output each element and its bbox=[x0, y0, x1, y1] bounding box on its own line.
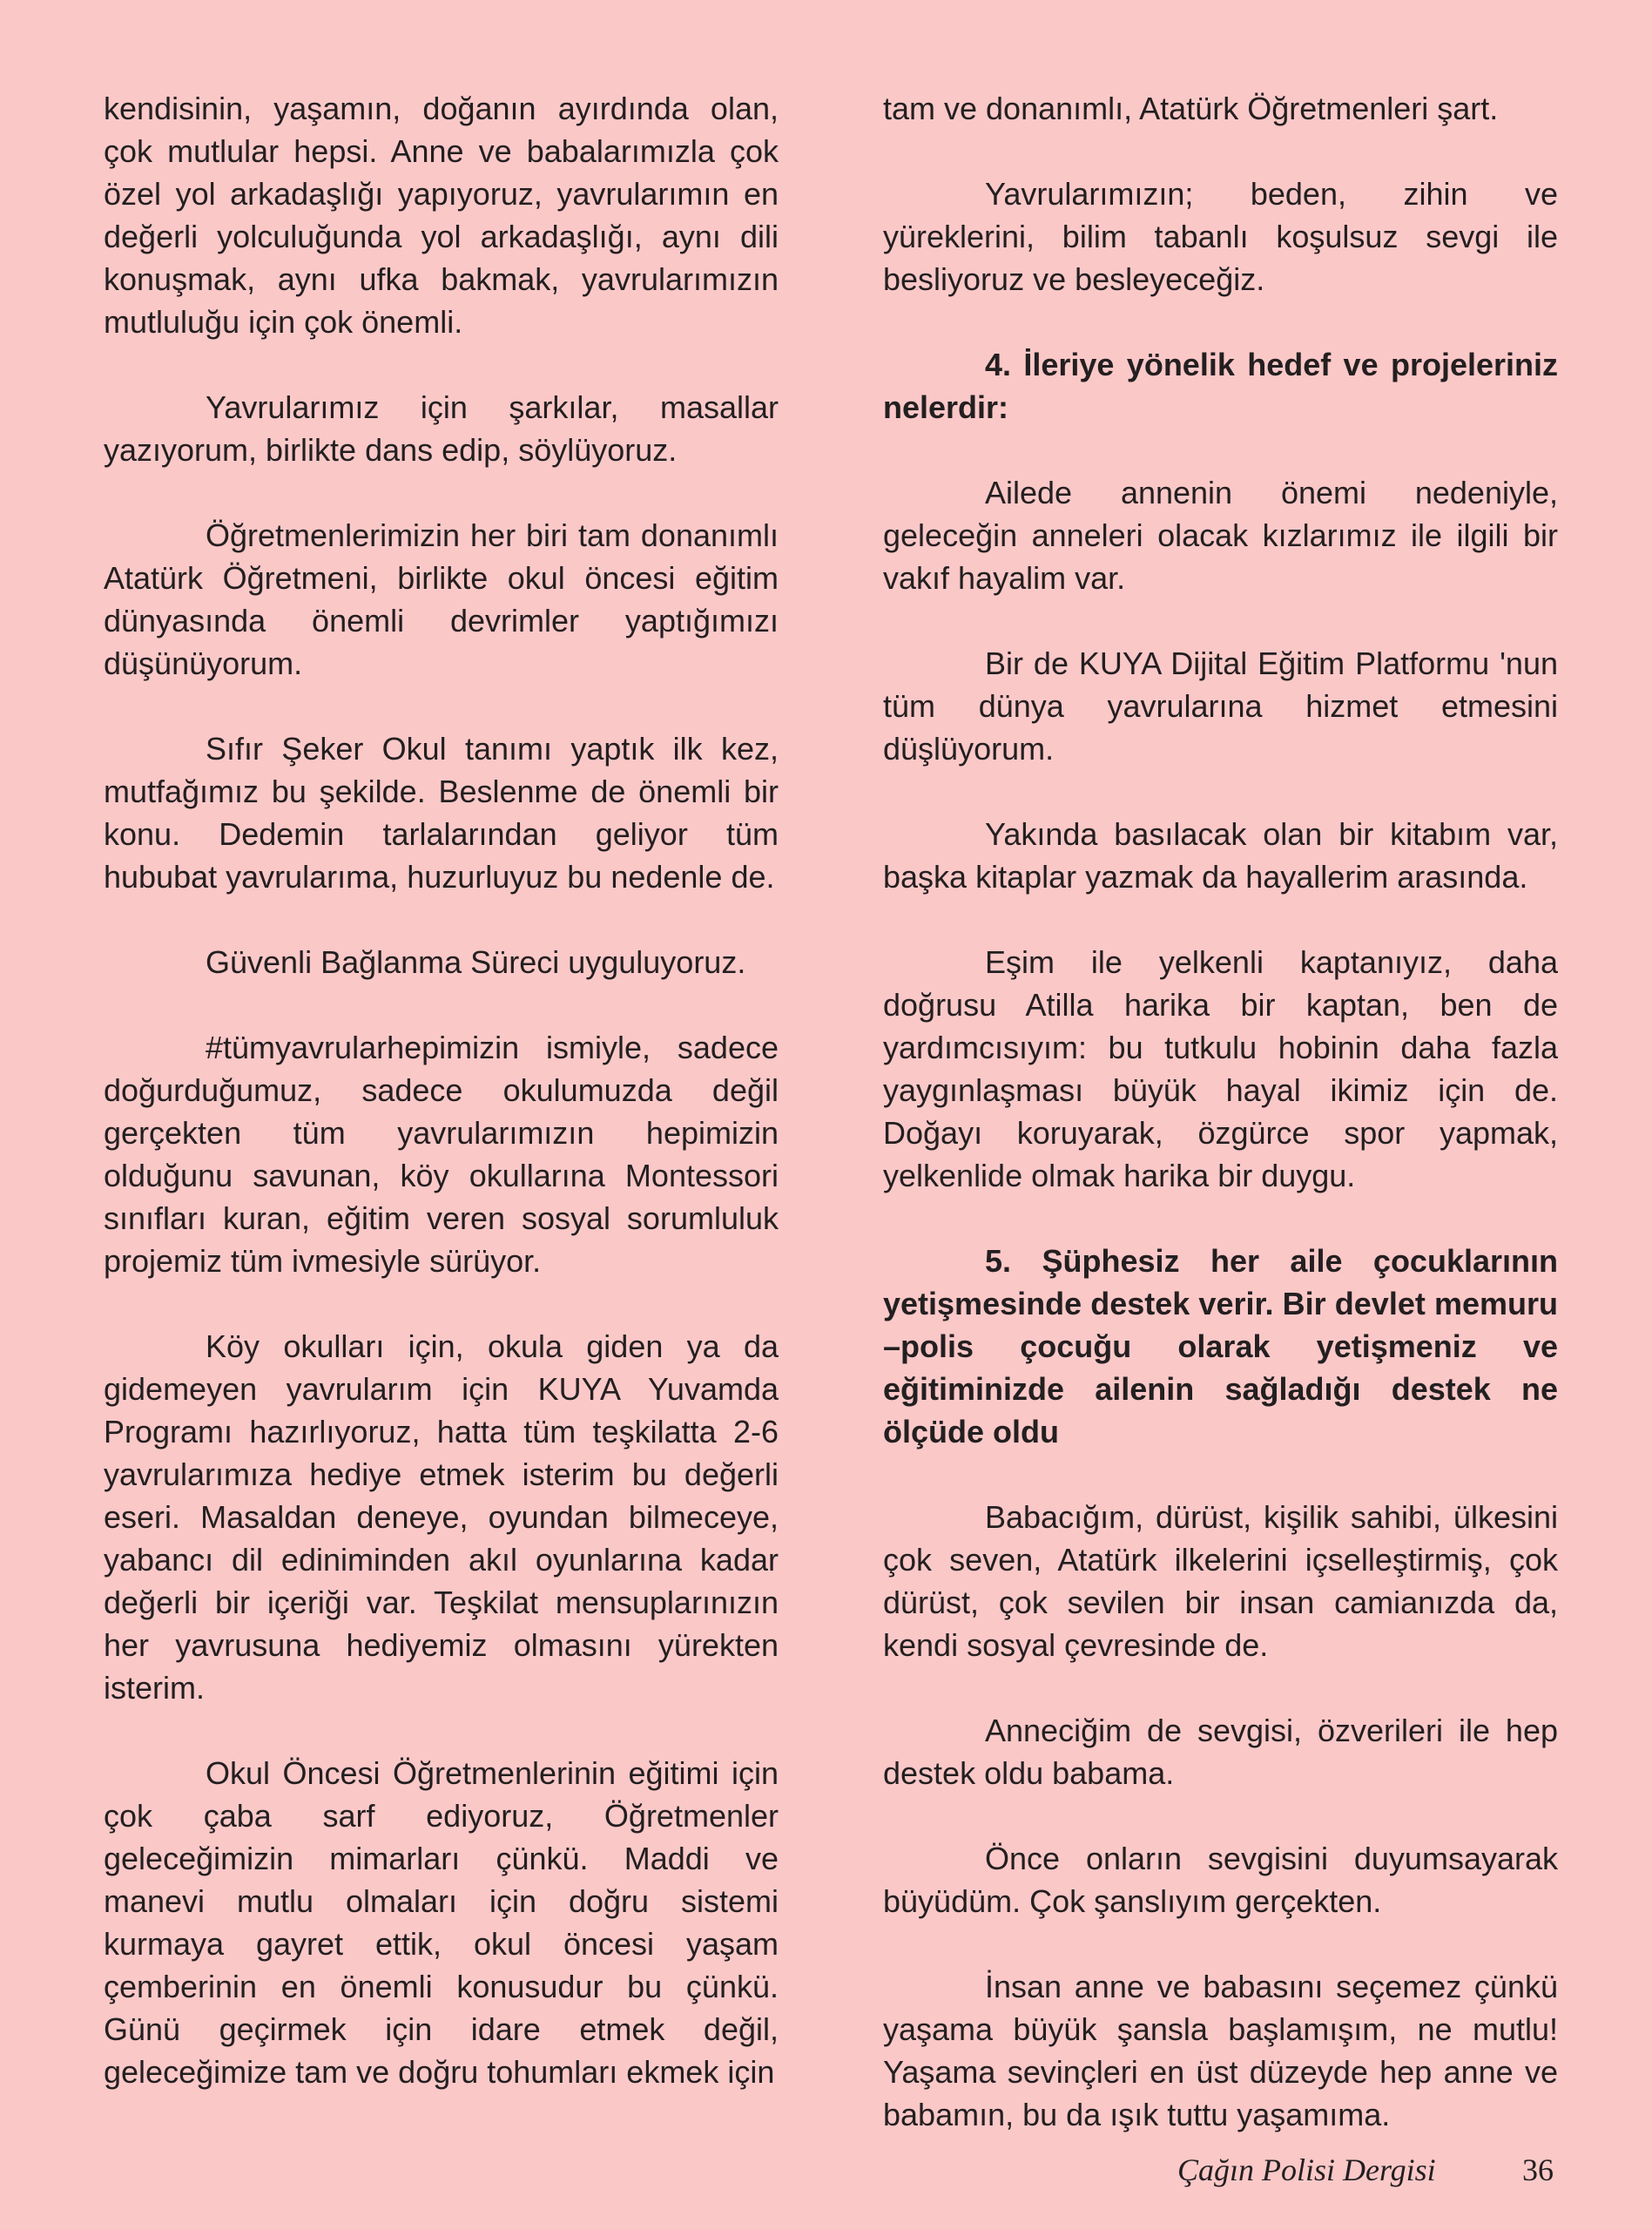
paragraph: Öğretmenlerimizin her biri tam donanımlı Atatürk Öğretmeni, birlikte okul öncesi eğitim dünyasında önemli devrimler yaptığımızı düşünüyorum. bbox=[104, 517, 779, 681]
magazine-title: Çağın Polisi Dergisi bbox=[1177, 2152, 1436, 2187]
paragraph: Güvenli Bağlanma Süreci uyguluyoruz. bbox=[206, 944, 746, 980]
question-heading: 4. İleriye yönelik hedef ve projeleriniz nelerdir: bbox=[883, 347, 1558, 425]
paragraph: Yakında basılacak olan bir kitabım var, başka kitaplar yazmak da hayallerim arasında. bbox=[883, 816, 1558, 895]
paragraph: Babacığım, dürüst, kişilik sahibi, ülkesini çok seven, Atatürk ilkelerini içselleştirmiş, çok dürüst, çok sevilen bir insan camianızda da, kendi sosyal çevresinde de. bbox=[883, 1499, 1558, 1663]
paragraph: tam ve donanımlı, Atatürk Öğretmenleri şart. bbox=[883, 91, 1499, 126]
paragraph: İnsan anne ve babasını seçemez çünkü yaşama büyük şansla başlamışım, ne mutlu! Yaşama sevinçleri en üst düzeyde hep anne ve babamın, bu da ışık tuttu yaşamıma. bbox=[883, 1969, 1558, 2132]
paragraph: Bir de KUYA Dijital Eğitim Platformu 'nun tüm dünya yavrularına hizmet etmesini düşlüyorum. bbox=[883, 645, 1558, 767]
paragraph: Yavrularımızın; beden, zihin ve yüreklerini, bilim tabanlı koşulsuz sevgi ile besliyoruz ve besleyeceğiz. bbox=[883, 176, 1558, 297]
paragraph: #tümyavrularhepimizin ismiyle, sadece doğurduğumuz, sadece okulumuzda değil gerçekten tüm yavrularımızın hepimizin olduğunu savunan, köy okullarına Montessori sınıfları kuran, eğitim veren sosyal sorumluluk projemiz tüm ivmesiyle sürüyor. bbox=[104, 1030, 779, 1279]
paragraph: Sıfır Şeker Okul tanımı yaptık ilk kez, mutfağımız bu şekilde. Beslenme de önemli bir konu. Dedemin tarlalarından geliyor tüm hububat yavrularıma, huzurluyuz bu nedenle de. bbox=[104, 731, 779, 895]
paragraph: Yavrularımız için şarkılar, masallar yazıyorum, birlikte dans edip, söylüyoruz. bbox=[104, 389, 779, 468]
left-column bbox=[104, 87, 779, 2136]
question-heading: 5. Şüphesiz her aile çocuklarının yetişmesinde destek verir. Bir devlet memuru –polis çocuğu olarak yetişmeniz ve eğitiminizde ailenin sağladığı destek ne ölçüde oldu bbox=[883, 1243, 1558, 1450]
paragraph: Köy okulları için, okula giden ya da gidemeyen yavrularım için KUYA Yuvamda Programı hazırlıyoruz, hatta tüm teşkilatta 2-6 yavrularımıza hediye etmek isterim bu değerli eseri. Masaldan deneye, oyundan bilmeceye, yabancı dil ediniminden akıl oyunlarına kadar değerli bir içeriği var. Teşkilat mensuplarınızın her yavrusuna hediyemiz olmasını yürekten isterim. bbox=[104, 1328, 779, 1706]
paragraph: Anneciğim de sevgisi, özverileri ile hep destek oldu babama. bbox=[883, 1713, 1558, 1791]
paragraph: Eşim ile yelkenli kaptanıyız, daha doğrusu Atilla harika bir kaptan, ben de yardımcısıyım: bu tutkulu hobinin daha fazla yaygınlaşması büyük hayal ikimiz için de. Doğayı koruyarak, özgürce spor yapmak, yelkenlide olmak harika bir duygu. bbox=[883, 944, 1558, 1193]
paragraph: kendisinin, yaşamın, doğanın ayırdında olan, çok mutlular hepsi. Anne ve babalarımızla çok özel yol arkadaşlığı yapıyoruz, yavrularımın en değerli yolculuğunda yol arkadaşlığı, aynı dili konuşmak, aynı ufka bakmak, yavrularımızın mutluluğu için çok önemli. bbox=[104, 91, 779, 340]
page-number: 36 bbox=[1522, 2152, 1554, 2187]
paragraph: Ailede annenin önemi nedeniyle, geleceğin anneleri olacak kızlarımız ile ilgili bir vakıf hayalim var. bbox=[883, 475, 1558, 596]
paragraph: Önce onların sevgisini duyumsayarak büyüdüm. Çok şanslıyım gerçekten. bbox=[883, 1841, 1558, 1919]
right-column bbox=[883, 87, 1558, 2179]
paragraph: Okul Öncesi Öğretmenlerinin eğitimi için çok çaba sarf ediyoruz, Öğretmenler geleceğimizin mimarları çünkü. Maddi ve manevi mutlu olmaları için doğru sistemi kurmaya gayret ettik, okul öncesi yaşam çemberinin en önemli konusudur bu çünkü. Günü geçirmek için idare etmek değil, geleceğimize tam ve doğru tohumları ekmek için bbox=[104, 1755, 779, 2090]
